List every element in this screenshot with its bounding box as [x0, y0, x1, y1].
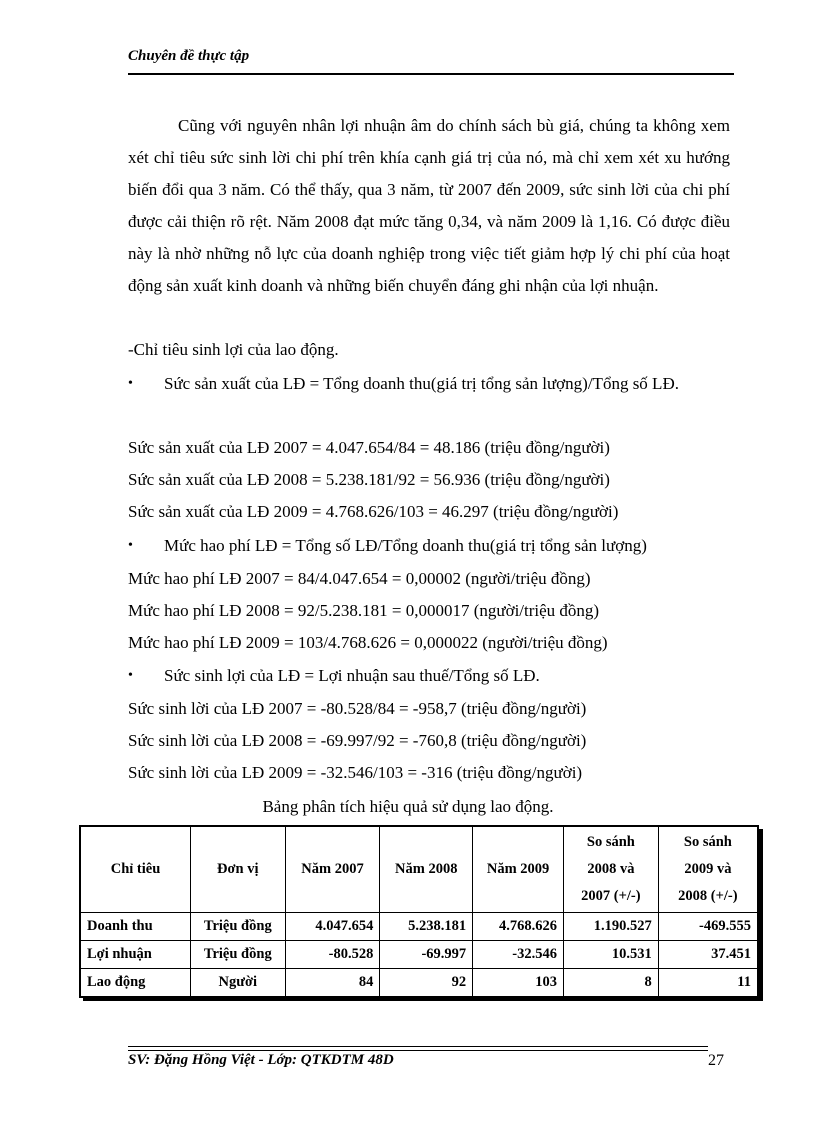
body-paragraph [128, 110, 730, 302]
table-cell: 4.768.626 [473, 913, 564, 941]
formula-line: Sức sinh lời của LĐ 2009 = -32.546/103 = -316 (triệu đồng/người) [128, 763, 583, 782]
bullet-item [128, 530, 732, 562]
bullet-icon: • [128, 668, 133, 683]
table-cell: 37.451 [658, 941, 758, 969]
formula-line: Sức sinh lời của LĐ 2008 = -69.997/92 = -760,8 (triệu đồng/người) [128, 731, 587, 750]
table-cell: 1.190.527 [563, 913, 658, 941]
header-divider [128, 73, 734, 75]
header-cell: Chỉ tiêu [80, 826, 190, 913]
table-cell: Triệu đồng [190, 941, 285, 969]
header-cell: Năm 2007 [285, 826, 380, 913]
table-row [80, 913, 758, 941]
footer-divider [128, 1050, 708, 1051]
header-cell: Đơn vị [190, 826, 285, 913]
header-cell-compare-2009 [658, 826, 758, 913]
bullet-text: Sức sản xuất của LĐ = Tổng doanh thu(giá trị tổng sản lượng)/Tổng số LĐ. [164, 374, 679, 393]
table-cell: 8 [563, 969, 658, 998]
table-row [80, 969, 758, 998]
bullet-text: Mức hao phí LĐ = Tổng số LĐ/Tổng doanh thu(giá trị tổng sản lượng) [164, 536, 647, 555]
table-row [80, 941, 758, 969]
table-cell: 4.047.654 [285, 913, 380, 941]
header-cell-compare-2008 [563, 826, 658, 913]
table-cell: -69.997 [380, 941, 473, 969]
bullet-icon: • [128, 538, 133, 553]
bullet-text: Sức sinh lợi của LĐ = Lợi nhuận sau thuế/Tổng số LĐ. [164, 666, 540, 685]
table-header-row [80, 826, 758, 913]
bullet-item [128, 660, 732, 692]
header-text: So sánh [586, 834, 635, 850]
header-cell: Năm 2008 [380, 826, 473, 913]
header-text: 2009 và [684, 861, 732, 877]
table-cell: 84 [285, 969, 380, 998]
table-cell: 5.238.181 [380, 913, 473, 941]
page-number: 27 [708, 1052, 724, 1069]
formula-line: Sức sinh lời của LĐ 2007 = -80.528/84 = -958,7 (triệu đồng/người) [128, 699, 587, 718]
section-heading: -Chỉ tiêu sinh lợi của lao động. [128, 340, 339, 359]
header-text: 2008 và [587, 861, 635, 877]
table-cell: Người [190, 969, 285, 998]
formula-line: Mức hao phí LĐ 2009 = 103/4.768.626 = 0,000022 (người/triệu đồng) [128, 633, 608, 652]
bullet-item [128, 368, 732, 400]
table-cell: Lợi nhuận [80, 941, 190, 969]
table-cell: 92 [380, 969, 473, 998]
header-text: So sánh [683, 834, 732, 850]
table-caption: Bảng phân tích hiệu quả sử dụng lao động. [262, 797, 554, 816]
table-cell: 10.531 [563, 941, 658, 969]
formula-line: Sức sản xuất của LĐ 2009 = 4.768.626/103 = 46.297 (triệu đồng/người) [128, 502, 619, 521]
body-paragraph-text: Cũng với nguyên nhân lợi nhuận âm do chính sách bù giá, chúng ta không xem xét chỉ tiêu sức sinh lời chi phí trên khía cạnh giá trị của nó, mà chỉ xem xét xu hướng biến đổi qua 3 năm. Có thể thấy, qua 3 năm, từ 2007 đến 2009, sức sinh lời của chi phí được cải thiện rõ rệt. Năm 2008 đạt mức tăng 0,34, và năm 2009 là 1,16. Có được điều này là nhờ những nỗ lực của doanh nghiệp trong việc tiết giảm hợp lý chi phí của hoạt động sản xuất kinh doanh và những biến chuyển đáng ghi nhận của lợi nhuận. [128, 116, 730, 295]
table-cell: 11 [658, 969, 758, 998]
header-text: 2008 (+/-) [678, 888, 738, 904]
table-cell: Lao động [80, 969, 190, 998]
formula-line: Sức sản xuất của LĐ 2007 = 4.047.654/84 = 48.186 (triệu đồng/người) [128, 438, 610, 457]
footer-divider [128, 1046, 708, 1047]
header-cell: Năm 2009 [473, 826, 564, 913]
formula-line: Mức hao phí LĐ 2008 = 92/5.238.181 = 0,000017 (người/triệu đồng) [128, 601, 600, 620]
table-cell: 103 [473, 969, 564, 998]
table-cell: -32.546 [473, 941, 564, 969]
table-shadow-right [759, 829, 763, 1000]
header-text: 2007 (+/-) [581, 888, 641, 904]
labor-efficiency-table [79, 825, 759, 998]
formula-line: Mức hao phí LĐ 2007 = 84/4.047.654 = 0,00002 (người/triệu đồng) [128, 569, 591, 588]
table-cell: -80.528 [285, 941, 380, 969]
footer-author: SV: Đặng Hồng Việt - Lớp: QTKDTM 48D [128, 1052, 394, 1068]
table-cell: Doanh thu [80, 913, 190, 941]
table-cell: -469.555 [658, 913, 758, 941]
formula-line: Sức sản xuất của LĐ 2008 = 5.238.181/92 = 56.936 (triệu đồng/người) [128, 470, 610, 489]
page-header-title: Chuyên đề thực tập [128, 48, 250, 64]
bullet-icon: • [128, 376, 133, 391]
table-cell: Triệu đồng [190, 913, 285, 941]
